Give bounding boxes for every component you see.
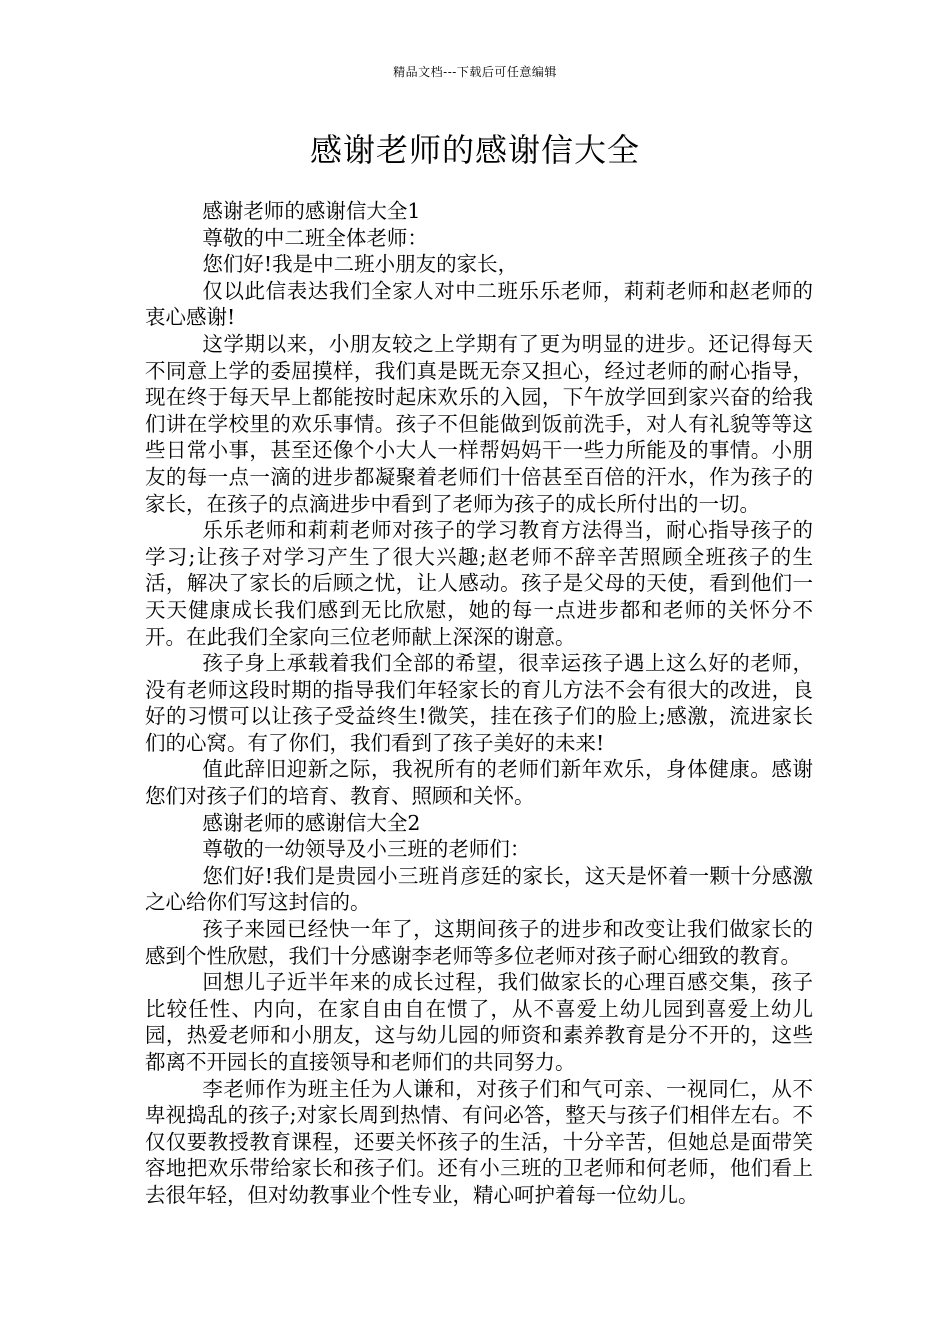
greeting-2: 您们好!我们是贵园小三班肖彦廷的家长，这天是怀着一颗十分感激之心给你们写这封信的。 — [145, 863, 813, 915]
body-paragraph: 李老师作为班主任为人谦和，对孩子们和气可亲、一视同仁，从不卑视捣乱的孩子;对家长周到热情、有问必答，整天与孩子们相伴左右。不仅仅要教授教育课程，还要关怀孩子的生活，十分辛苦，但她总是面带笑容地把欢乐带给家长和孩子们。还有小三班的卫老师和何老师，他们看上去很年轻，但对幼教事业个性专业，精心呵护着每一位幼儿。 — [145, 1076, 813, 1207]
body-paragraph: 仅以此信表达我们全家人对中二班乐乐老师，莉莉老师和赵老师的衷心感谢! — [145, 278, 813, 330]
document-title: 感谢老师的感谢信大全 — [309, 131, 640, 169]
body-paragraph: 值此辞旧迎新之际，我祝所有的老师们新年欢乐，身体健康。感谢您们对孩子们的培育、教育、照顾和关怀。 — [145, 757, 813, 809]
section-heading-2: 感谢老师的感谢信大全2 — [202, 810, 421, 835]
body-paragraph: 乐乐老师和莉莉老师对孩子的学习教育方法得当，耐心指导孩子的学习;让孩子对学习产生了很大兴趣;赵老师不辞辛苦照顾全班孩子的生活，解决了家长的后顾之忧，让人感动。孩子是父母的天使，看到他们一天天健康成长我们感到无比欣慰，她的每一点进步都和老师的关怀分不开。在此我们全家向三位老师献上深深的谢意。 — [145, 518, 813, 649]
salutation-1: 尊敬的中二班全体老师： — [202, 225, 428, 250]
body-paragraph: 回想儿子近半年来的成长过程，我们做家长的心理百感交集，孩子比较任性、内向，在家自由自在惯了，从不喜爱上幼儿园到喜爱上幼儿园，热爱老师和小朋友，这与幼儿园的师资和素养教育是分不开的，这些都离不开园长的直接领导和老师们的共同努力。 — [145, 970, 813, 1074]
greeting-1: 您们好!我是中二班小朋友的家长， — [202, 252, 519, 277]
body-paragraph: 孩子来园已经快一年了，这期间孩子的进步和改变让我们做家长的感到个性欣慰，我们十分感谢李老师等多位老师对孩子耐心细致的教育。 — [145, 917, 813, 968]
body-paragraph: 孩子身上承载着我们全部的希望，很幸运孩子遇上这么好的老师，没有老师这段时期的指导我们年轻家长的育儿方法不会有很大的改进，良好的习惯可以让孩子受益终生!微笑，挂在孩子们的脸上;感激，流进家长们的心窝。有了你们，我们看到了孩子美好的未来! — [145, 651, 813, 755]
document-body — [145, 198, 813, 1209]
page-header: 精品文档---下载后可任意编辑 — [393, 65, 557, 79]
salutation-2: 尊敬的一幼领导及小三班的老师们： — [202, 837, 531, 862]
section-heading-1: 感谢老师的感谢信大全1 — [202, 199, 421, 223]
body-paragraph: 这学期以来，小朋友较之上学期有了更为明显的进步。还记得每天不同意上学的委屈摸样，我们真是既无奈又担心，经过老师的耐心指导，现在终于每天早上都能按时起床欢乐的入园，下午放学回到家兴奋的给我们讲在学校里的欢乐事情。孩子不但能做到饭前洗手，对人有礼貌等等这些日常小事，甚至还像个小大人一样帮妈妈干一些力所能及的事情。小朋友的每一点一滴的进步都凝聚着老师们十倍甚至百倍的汗水，作为孩子的家长，在孩子的点滴进步中看到了老师为孩子的成长所付出的一切。 — [145, 331, 813, 516]
